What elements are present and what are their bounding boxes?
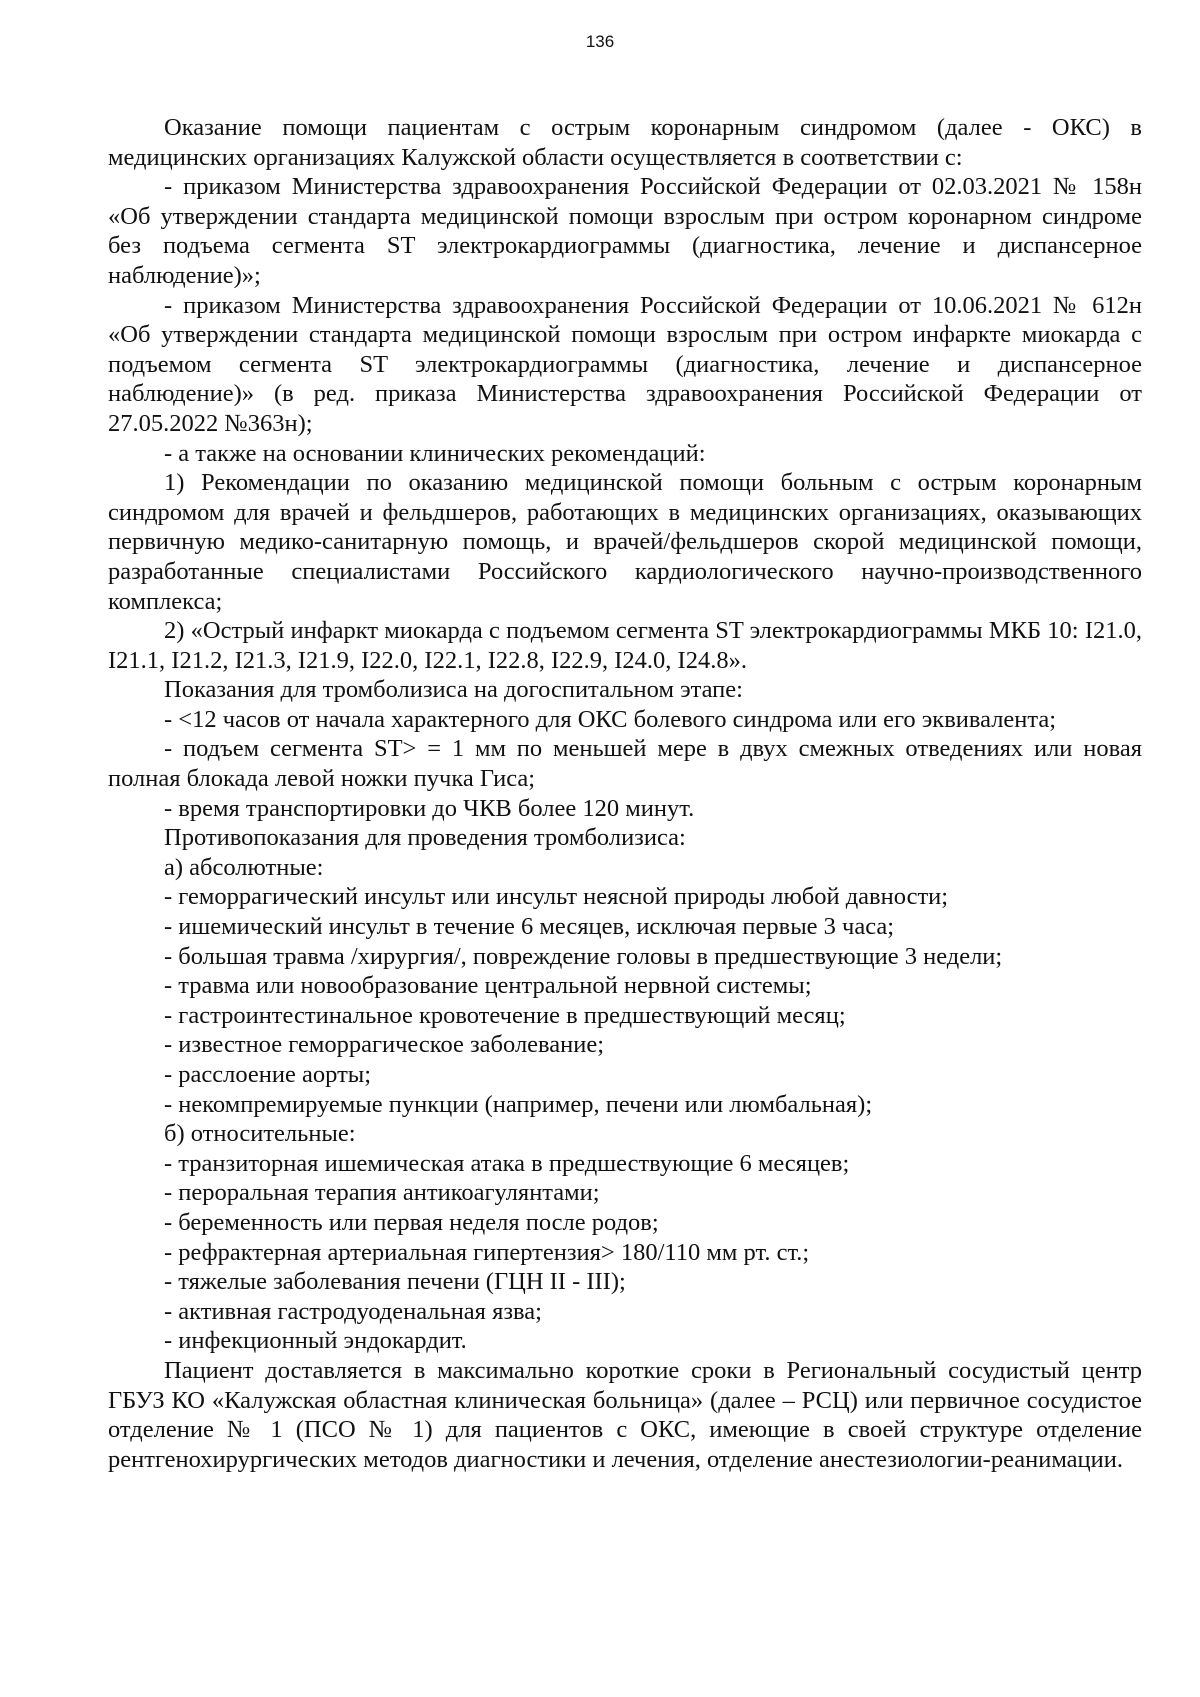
paragraph: 1) Рекомендации по оказанию медицинской помощи больным с острым коронарным синдромом для врачей и фельдшеров, работающих в медицинских организациях, оказывающих первичную медико-санитарную помощь, и врачей/фельдшеров скорой медицинской помощи, разработанные специалистами Российского кардиологического научно-производственного комплекса; — [108, 469, 1142, 615]
paragraph: - расслоение аорты; — [164, 1061, 372, 1088]
paragraph: - беременность или первая неделя после родов; — [164, 1208, 659, 1236]
paragraph: - рефрактерная артериальная гипертензия> 180/110 мм рт. ст.; — [164, 1238, 810, 1266]
paragraph: б) относительные: — [164, 1120, 356, 1148]
paragraph: - транзиторная ишемическая атака в предшествующие 6 месяцев; — [164, 1149, 850, 1177]
paragraph: - травма или новообразование центральной нервной системы; — [164, 972, 812, 1000]
paragraph: - инфекционный эндокардит. — [164, 1327, 467, 1355]
paragraph: - подъем сегмента ST> = 1 мм по меньшей мере в двух смежных отведениях или новая полная блокада левой ножки пучка Гиса; — [108, 735, 1142, 793]
paragraph: Оказание помощи пациентам с острым коронарным синдромом (далее - ОКС) в медицинских организациях Калужской области осуществляется в соответствии с: — [108, 114, 1142, 171]
paragraph: - время транспортировки до ЧКВ более 120 минут. — [164, 794, 695, 822]
paragraph: - ишемический инсульт в течение 6 месяцев, исключая первые 3 часа; — [164, 913, 895, 941]
paragraph: - пероральная терапия антикоагулянтами; — [164, 1179, 600, 1207]
paragraph: Показания для тромболизиса на догоспитальном этапе: — [164, 676, 743, 704]
paragraph: - тяжелые заболевания печени (ГЦН II - III); — [164, 1268, 626, 1296]
page-number: 136 — [585, 32, 615, 51]
paragraph: 2) «Острый инфаркт миокарда с подъемом сегмента ST электрокардиограммы МКБ 10: I21.0, I21.1, I21.2, I21.3, I21.9, I22.0, I22.1, I22.8, I22.9, I24.0, I24.8». — [108, 617, 1142, 674]
paragraph: - большая травма /хирургия/, повреждение головы в предшествующие 3 недели; — [164, 942, 1003, 970]
paragraph: Противопоказания для проведения тромболизиса: — [164, 824, 686, 852]
paragraph: а) абсолютные: — [164, 853, 324, 881]
paragraph: - некомпремируемые пункции (например, печени или люмбальная); — [164, 1090, 873, 1118]
paragraph: - приказом Министерства здравоохранения Российской Федерации от 02.03.2021 № 158н «Об утверждении стандарта медицинской помощи взрослым при остром коронарном синдроме без подъема сегмента ST электрокардиограммы (диагностика, лечение и диспансерное наблюдение)»; — [108, 173, 1142, 289]
paragraph: Пациент доставляется в максимально короткие сроки в Региональный сосудистый центр ГБУЗ КО «Калужская областная клиническая больница» (далее – РСЦ) или первичное сосудистое отделение № 1 (ПСО № 1) для пациентов с ОКС, имеющие в своей структуре отделение рентгенохирургических методов диагностики и лечения, отделение анестезиологии-реанимации. — [108, 1356, 1142, 1473]
paragraph: - геморрагический инсульт или инсульт неясной природы любой давности; — [164, 883, 949, 911]
paragraph: - активная гастродуоденальная язва; — [164, 1297, 542, 1325]
paragraph: - а также на основании клинических рекомендаций: — [164, 439, 706, 467]
paragraph: - <12 часов от начала характерного для ОКС болевого синдрома или его эквивалента; — [164, 705, 1057, 733]
paragraph: - приказом Министерства здравоохранения Российской Федерации от 10.06.2021 № 612н «Об утверждении стандарта медицинской помощи взрослым при остром инфаркте миокарда с подъемом сегмента ST электрокардиограммы (диагностика, лечение и диспансерное наблюдение)» (в ред. приказа Министерства здравоохранения Российской Федерации от 27.05.2022 №363н); — [108, 291, 1142, 437]
document-body — [108, 113, 1142, 1474]
paragraph: - гастроинтестинальное кровотечение в предшествующий месяц; — [164, 1001, 846, 1029]
paragraph: - известное геморрагическое заболевание; — [164, 1031, 605, 1059]
